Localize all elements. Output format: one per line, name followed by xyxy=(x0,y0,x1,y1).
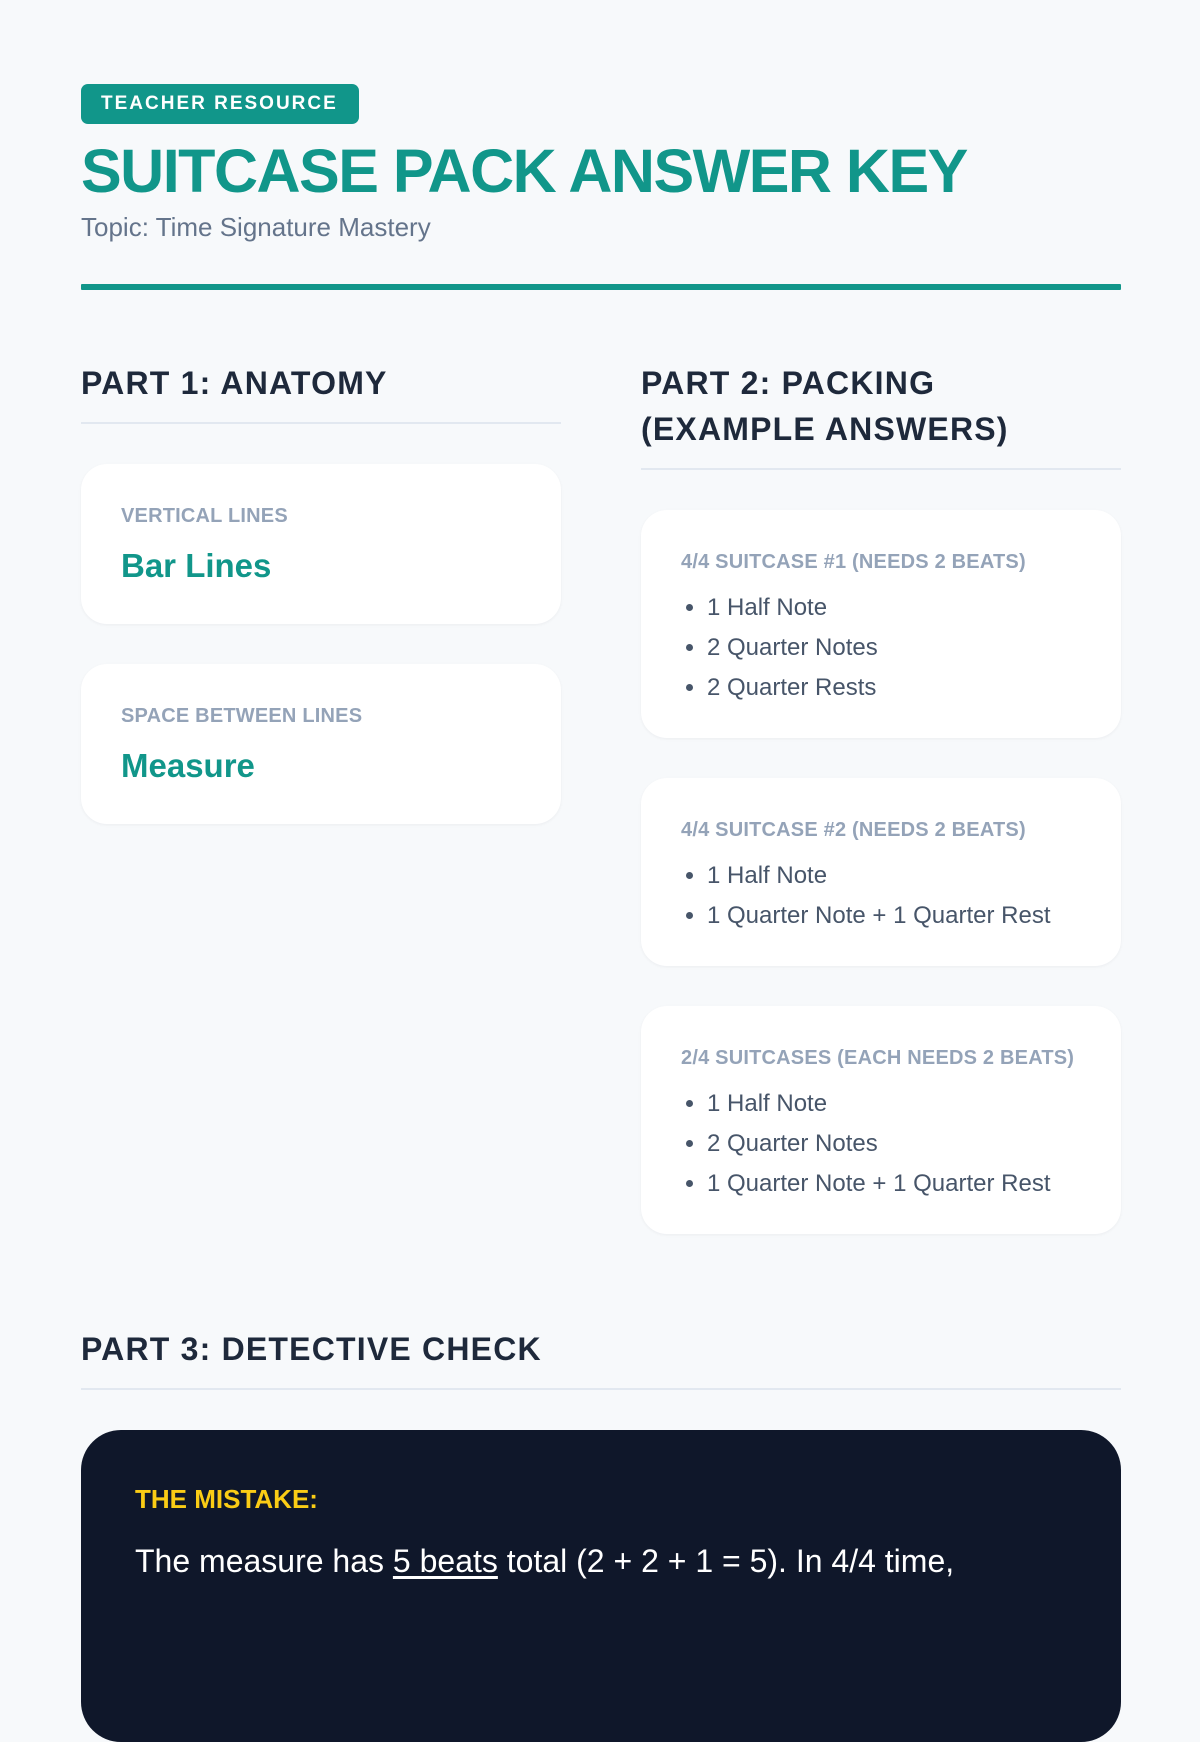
part2-heading-line2: (EXAMPLE ANSWERS) xyxy=(641,411,1009,447)
teacher-resource-badge: TEACHER RESOURCE xyxy=(81,84,359,124)
part1-heading: PART 1: ANATOMY xyxy=(81,360,561,424)
list-item: • 1 Half Note xyxy=(707,588,1081,628)
mistake-panel xyxy=(81,1430,1121,1742)
mistake-beats-highlight: 5 beats xyxy=(392,1543,498,1579)
parts-columns xyxy=(81,360,1121,1270)
answer-list xyxy=(681,1084,1081,1204)
page-header xyxy=(81,84,1121,1270)
card-label: VERTICAL LINES xyxy=(121,505,288,527)
suitcase-card xyxy=(641,778,1121,966)
card-answer: Measure xyxy=(121,747,255,784)
mistake-label: THE MISTAKE: xyxy=(135,1484,318,1514)
card-label: SPACE BETWEEN LINES xyxy=(121,705,363,727)
mistake-text-end: total (2 + 2 + 1 = 5). In 4/4 time, xyxy=(497,1543,955,1579)
answer-list xyxy=(681,588,1081,708)
suitcase-card xyxy=(641,1006,1121,1234)
card-answer: Bar Lines xyxy=(121,547,272,584)
mistake-text xyxy=(135,1538,1067,1584)
header-divider xyxy=(81,284,1121,290)
list-item: • 2 Quarter Notes xyxy=(707,1124,1081,1164)
part1-section xyxy=(81,360,561,824)
part2-section xyxy=(641,360,1121,1234)
part2-heading xyxy=(641,360,1121,470)
list-item: • 2 Quarter Rests xyxy=(707,668,1081,708)
anatomy-card xyxy=(81,664,561,824)
answer-list xyxy=(681,856,1081,936)
anatomy-card xyxy=(81,464,561,624)
mistake-text-start: The measure has xyxy=(135,1543,393,1579)
page-title: SUITCASE PACK ANSWER KEY xyxy=(81,137,967,205)
part3-section xyxy=(81,1326,1121,1742)
part3-heading: PART 3: DETECTIVE CHECK xyxy=(81,1326,1121,1390)
card-label: 4/4 SUITCASE #1 (NEEDS 2 BEATS) xyxy=(681,551,1026,573)
part2-heading-line1: PART 2: PACKING xyxy=(641,365,936,401)
list-item: • 1 Half Note xyxy=(707,1084,1081,1124)
suitcase-card xyxy=(641,510,1121,738)
list-item: • 2 Quarter Notes xyxy=(707,628,1081,668)
card-label: 4/4 SUITCASE #2 (NEEDS 2 BEATS) xyxy=(681,819,1026,841)
page-subtitle: Topic: Time Signature Mastery xyxy=(81,212,431,242)
card-label: 2/4 SUITCASES (EACH NEEDS 2 BEATS) xyxy=(681,1047,1075,1069)
list-item: • 1 Quarter Note + 1 Quarter Rest xyxy=(707,1164,1081,1204)
list-item: • 1 Half Note xyxy=(707,856,1081,896)
list-item: • 1 Quarter Note + 1 Quarter Rest xyxy=(707,896,1081,936)
